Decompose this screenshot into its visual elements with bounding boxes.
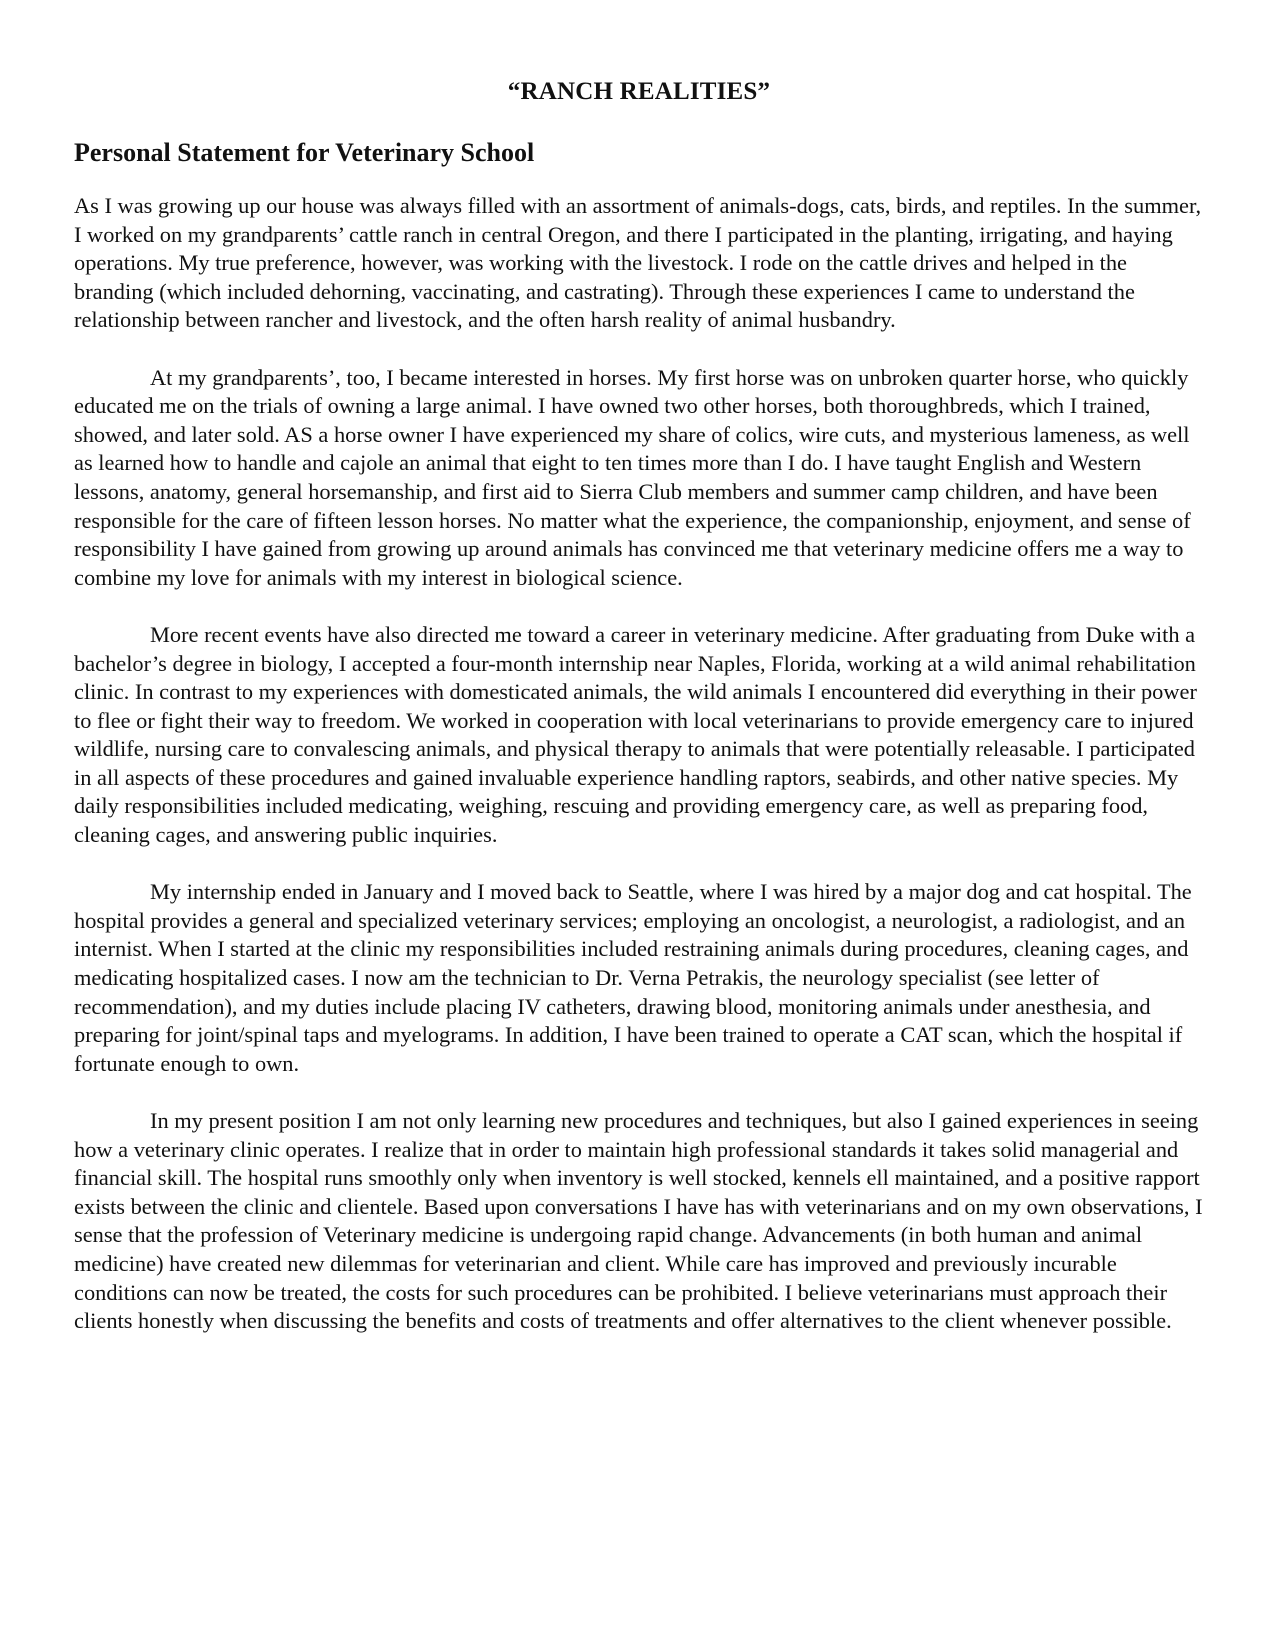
paragraph-2: At my grandparents’, too, I became interested in horses. My first horse was on unbroken quarter horse, who quickly educated me on the trials of owning a large animal. I have owned two other horses, both thoroughbreds, which I trained, showed, and later sold. AS a horse owner I have experienced my share of colics, wire cuts, and mysterious lameness, as well as learned how to handle and cajole an animal that eight to ten times more than I do. I have taught English and Western lessons, anatomy, general horsemanship, and first aid to Sierra Club members and summer camp children, and have been responsible for the care of fifteen lesson horses. No matter what the experience, the companionship, enjoyment, and sense of responsibility I have gained from growing up around animals has convinced me that veterinary medicine offers me a way to combine my love for animals with my interest in biological science. — [74, 364, 1191, 590]
paragraph-4: My internship ended in January and I moved back to Seattle, where I was hired by a major dog and cat hospital. The hospital provides a general and specialized veterinary services; employing an oncologist, a neurologist, a radiologist, and an internist. When I started at the clinic my responsibilities included restraining animals during procedures, cleaning cages, and medicating hospitalized cases. I now am the technician to Dr. Verna Petrakis, the neurology specialist (see letter of recommendation), and my duties include placing IV catheters, drawing blood, monitoring animals under anesthesia, and preparing for joint/spinal taps and myelograms. In addition, I have been trained to operate a CAT scan, which the hospital if fortunate enough to own. — [74, 879, 1192, 1076]
document-body — [74, 192, 1204, 1336]
paragraph-1: As I was growing up our house was always filled with an assortment of animals-dogs, cats, birds, and reptiles. In the summer, I worked on my grandparents’ cattle ranch in central Oregon, and there I participated in the planting, irrigating, and haying operations. My true preference, however, was working with the livestock. I rode on the cattle drives and helped in the branding (which included dehorning, vaccinating, and castrating). Through these experiences I came to understand the relationship between rancher and livestock, and the often harsh reality of animal husbandry. — [74, 193, 1202, 333]
document-subtitle: Personal Statement for Veterinary School — [74, 138, 535, 167]
paragraph-3: More recent events have also directed me toward a career in veterinary medicine. After graduating from Duke with a bachelor’s degree in biology, I accepted a four-month internship near Naples, Florida, working at a wild animal rehabilitation clinic. In contrast to my experiences with domesticated animals, the wild animals I encountered did everything in their power to flee or fight their way to freedom. We worked in cooperation with local veterinarians to provide emergency care to injured wildlife, nursing care to convalescing animals, and physical therapy to animals that were potentially releasable. I participated in all aspects of these procedures and gained invaluable experience handling raptors, seabirds, and other native species. My daily responsibilities included medicating, weighing, rescuing and providing emergency care, as well as preparing food, cleaning cages, and answering public inquiries. — [74, 621, 1197, 848]
document-title: “RANCH REALITIES” — [507, 78, 771, 105]
document-page — [74, 72, 1204, 1364]
paragraph-5: In my present position I am not only learning new procedures and techniques, but also I gained experiences in seeing how a veterinary clinic operates. I realize that in order to maintain high professional standards it takes solid managerial and financial skill. The hospital runs smoothly only when inventory is well stocked, kennels ell maintained, and a positive rapport exists between the clinic and clientele. Based upon conversations I have has with veterinarians and on my own observations, I sense that the profession of Veterinary medicine is undergoing rapid change. Advancements (in both human and animal medicine) have created new dilemmas for veterinarian and client. While care has improved and previously incurable conditions can now be treated, the costs for such procedures can be prohibited. I believe veterinarians must approach their clients honestly when discussing the benefits and costs of treatments and offer alternatives to the client whenever possible. — [74, 1108, 1203, 1334]
